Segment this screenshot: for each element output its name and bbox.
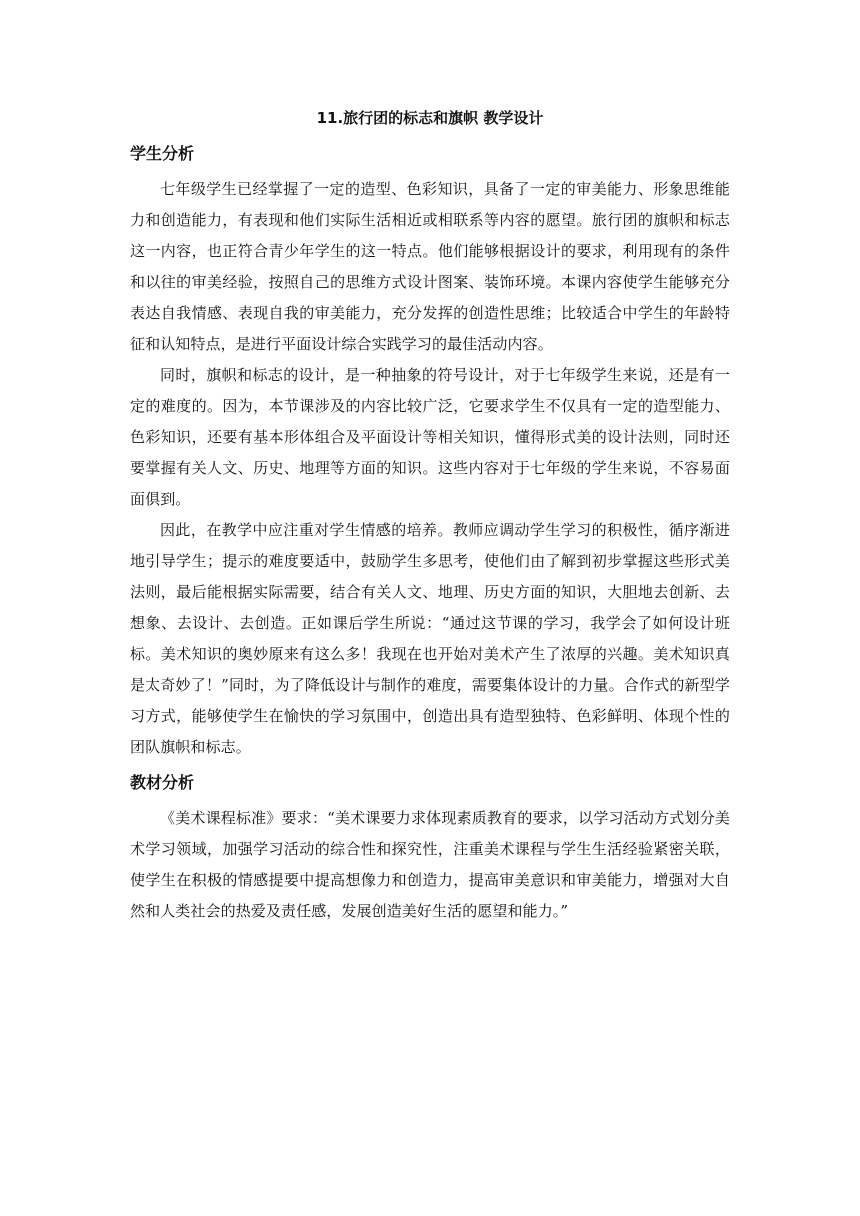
paragraph: 《美术课程标准》要求：“美术课要力求体现素质教育的要求，以学习活动方式划分美术学习领域，加强学习活动的综合性和探究性，注重美术课程与学生生活经验紧密关联，使学生在积极的情感提要中提高想像力和创造力，提高审美意识和审美能力，增强对大自然和人类社会的热爱及责任感，发展创造美好生活的愿望和能力。”	[130, 809, 730, 920]
paragraph: 七年级学生已经掌握了一定的造型、色彩知识，具备了一定的审美能力、形象思维能力和创造能力，有表现和他们实际生活相近或相联系等内容的愿望。旅行团的旗帜和标志这一内容，也正符合青少年学生的这一特点。他们能够根据设计的要求，利用现有的条件和以往的审美经验，按照自己的思维方式设计图案、装饰环境。本课内容使学生能够充分表达自我情感、表现自我的审美能力，充分发挥的创造性思维；比较适合中学生的年龄特征和认知特点，是进行平面设计综合实践学习的最佳活动内容。	[130, 180, 730, 353]
section-heading: 学生分析	[130, 144, 195, 163]
document-page	[130, 108, 730, 927]
section-student-analysis	[130, 144, 730, 763]
paragraph: 同时，旗帜和标志的设计，是一种抽象的符号设计，对于七年级学生来说，还是有一定的难度的。因为，本节课涉及的内容比较广泛，它要求学生不仅具有一定的造型能力、色彩知识，还要有基本形体组合及平面设计等相关知识，懂得形式美的设计法则，同时还要掌握有关人文、历史、地理等方面的知识。这些内容对于七年级的学生来说，不容易面面俱到。	[130, 366, 730, 508]
paragraph: 因此，在教学中应注重对学生情感的培养。教师应调动学生学习的积极性，循序渐进地引导学生；提示的难度要适中，鼓励学生多思考，使他们由了解到初步掌握这些形式美法则，最后能根据实际需要，结合有关人文、地理、历史方面的知识，大胆地去创新、去想象、去设计、去创造。正如课后学生所说：“通过这节课的学习，我学会了如何设计班标。美术知识的奥妙原来有这么多！我现在也开始对美术产生了浓厚的兴趣。美术知识真是太奇妙了！”同时，为了降低设计与制作的难度，需要集体设计的力量。合作式的新型学习方式，能够使学生在愉快的学习氛围中，创造出具有造型独特、色彩鲜明、体现个性的团队旗帜和标志。	[130, 521, 730, 756]
section-heading: 教材分析	[130, 773, 195, 792]
section-material-analysis	[130, 773, 730, 927]
document-title: 11.旅行团的标志和旗帜 教学设计	[316, 109, 544, 127]
